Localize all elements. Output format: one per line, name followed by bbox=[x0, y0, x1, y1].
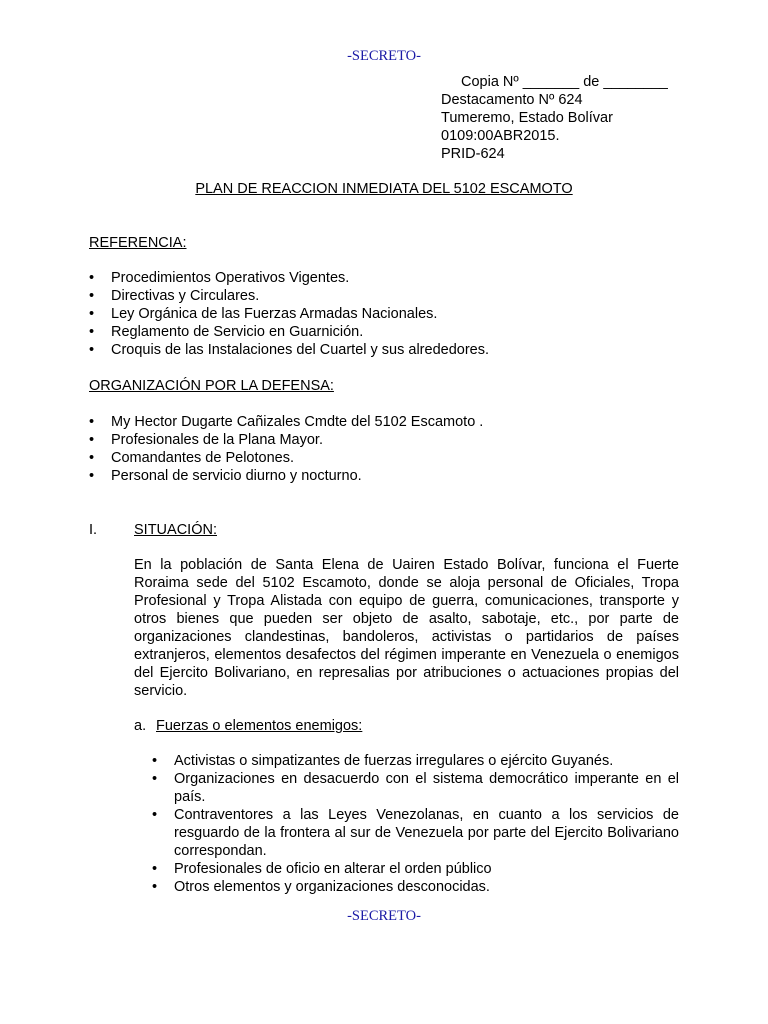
bullet-icon: • bbox=[89, 342, 95, 358]
bullet-icon: • bbox=[89, 306, 95, 322]
bullet-icon: • bbox=[89, 432, 95, 448]
referencia-list bbox=[89, 269, 689, 359]
bullet-icon: • bbox=[152, 807, 158, 823]
organizacion-list bbox=[89, 413, 689, 485]
situacion-paragraph: En la población de Santa Elena de Uairen Estado Bolívar, funciona el Fuerte Roraima sede del 5102 Escamoto, donde se aloja personal de Oficiales, Tropa Profesional y Tropa Alistada con equipo de guerra, comunicaciones, transporte y otros bienes que pueden ser objeto de asalto, sabotaje, etc., por parte de organizaciones clandestinas, bandoleros, activistas o partidarios de países extranjeros, elementos desafectos del régimen imperante en Venezuela o enemigos del Ejercito Bolivariano, en represalias por atribuciones o actuaciones propias del servicio. bbox=[134, 557, 679, 699]
bullet-icon: • bbox=[89, 468, 95, 484]
situacion-heading: SITUACIÓN: bbox=[134, 522, 217, 538]
document-header bbox=[441, 73, 668, 163]
classification-bottom: -SECRETO- bbox=[347, 908, 421, 924]
list-item: • My Hector Dugarte Cañizales Cmdte del 5102 Escamoto . bbox=[89, 414, 484, 430]
bullet-icon: • bbox=[89, 324, 95, 340]
list-item: • Contraventores a las Leyes Venezolanas, en cuanto a los servicios de resguardo de la frontera al sur de Venezuela por parte del Ejercito Bolivariano correspondan. bbox=[152, 807, 679, 859]
list-item: • Directivas y Circulares. bbox=[89, 288, 260, 304]
sub-letter: a. bbox=[134, 718, 147, 734]
bullet-icon: • bbox=[89, 270, 95, 286]
enemigos-list bbox=[152, 752, 679, 896]
sub-heading: Fuerzas o elementos enemigos: bbox=[156, 718, 363, 734]
bullet-icon: • bbox=[152, 753, 158, 769]
list-item: • Ley Orgánica de las Fuerzas Armadas Nacionales. bbox=[89, 306, 438, 322]
datetime-line: 0109:00ABR2015. bbox=[441, 128, 560, 144]
list-item: • Comandantes de Pelotones. bbox=[89, 450, 294, 466]
list-item: • Procedimientos Operativos Vigentes. bbox=[89, 270, 350, 286]
list-item: • Profesionales de oficio en alterar el orden público bbox=[152, 861, 492, 877]
list-item: • Croquis de las Instalaciones del Cuartel y sus alrededores. bbox=[89, 342, 490, 358]
bullet-icon: • bbox=[152, 879, 158, 895]
bullet-icon: • bbox=[89, 414, 95, 430]
list-item: • Organizaciones en desacuerdo con el sistema democrático imperante en el país. bbox=[152, 771, 679, 805]
referencia-heading: REFERENCIA: bbox=[89, 235, 187, 251]
unit-line: Destacamento Nº 624 bbox=[441, 92, 583, 108]
list-item: • Activistas o simpatizantes de fuerzas irregulares o ejército Guyanés. bbox=[152, 753, 614, 769]
bullet-icon: • bbox=[152, 771, 158, 787]
list-item: • Otros elementos y organizaciones desconocidas. bbox=[152, 879, 490, 895]
list-item: • Profesionales de la Plana Mayor. bbox=[89, 432, 323, 448]
bullet-icon: • bbox=[89, 450, 95, 466]
situacion-number: I. bbox=[89, 522, 98, 538]
list-item: • Personal de servicio diurno y nocturno. bbox=[89, 468, 362, 484]
bullet-icon: • bbox=[152, 861, 158, 877]
copy-line: Copia Nº _______ de ________ bbox=[461, 74, 668, 90]
ref-code-line: PRID-624 bbox=[441, 146, 505, 162]
organizacion-heading: ORGANIZACIÓN POR LA DEFENSA: bbox=[89, 378, 334, 394]
document-title: PLAN DE REACCION INMEDIATA DEL 5102 ESCAMOTO bbox=[195, 181, 573, 197]
classification-top: -SECRETO- bbox=[347, 48, 421, 64]
location-line: Tumeremo, Estado Bolívar bbox=[441, 110, 613, 126]
bullet-icon: • bbox=[89, 288, 95, 304]
list-item: • Reglamento de Servicio en Guarnición. bbox=[89, 324, 364, 340]
